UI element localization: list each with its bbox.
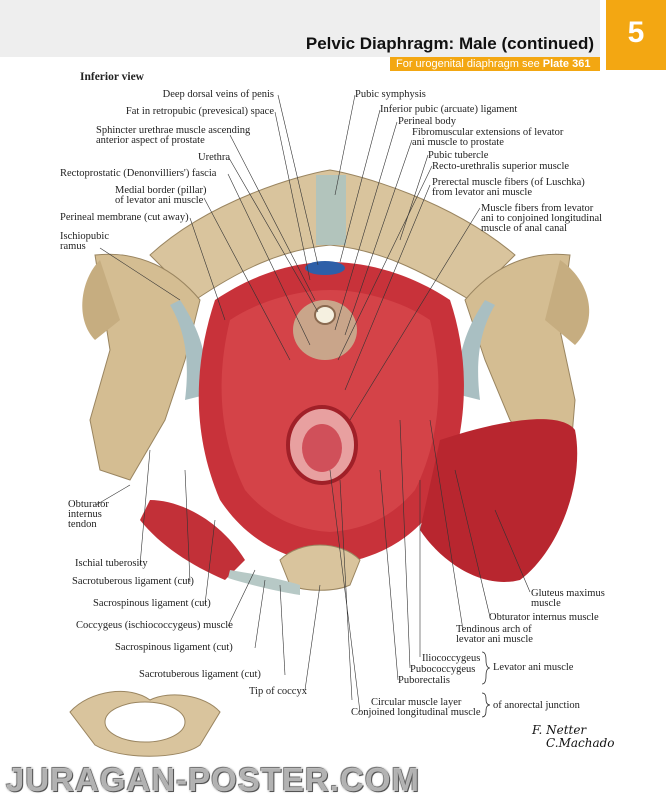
signature-netter: F. Netter bbox=[532, 723, 587, 737]
label-tendinous-arch-2: levator ani muscle bbox=[456, 634, 533, 645]
label-ischial-tuberosity: Ischial tuberosity bbox=[75, 558, 148, 569]
label-tip-of-coccyx: Tip of coccyx bbox=[249, 686, 307, 697]
label-deep-dorsal-veins: Deep dorsal veins of penis bbox=[162, 89, 274, 100]
label-perineal-body: Perineal body bbox=[398, 116, 457, 127]
label-gluteus-maximus-1: Gluteus maximus bbox=[531, 588, 605, 599]
watermark: JURAGAN-POSTER.COM bbox=[6, 761, 421, 798]
label-tendinous-arch-1: Tendinous arch of bbox=[456, 624, 532, 635]
brace-anorectal bbox=[482, 693, 490, 717]
label-sacrospinous-2: Sacrospinous ligament (cut) bbox=[115, 642, 233, 653]
urethra bbox=[315, 306, 335, 324]
label-recto-urethralis: Recto-urethralis superior muscle bbox=[432, 161, 570, 172]
gluteus-maximus bbox=[420, 419, 577, 582]
artist-signature bbox=[532, 724, 615, 750]
label-gluteus-maximus-2: muscle bbox=[531, 598, 561, 609]
label-fibromuscular-2: ani muscle to prostate bbox=[412, 137, 504, 148]
label-inferior-pubic-ligament: Inferior pubic (arcuate) ligament bbox=[380, 104, 518, 115]
label-prerectal-fibers-1: Prerectal muscle fibers (of Luschka) bbox=[432, 177, 585, 188]
label-levator-ani-muscle: Levator ani muscle bbox=[493, 662, 574, 673]
label-conjoined-longitudinal: Conjoined longitudinal muscle bbox=[351, 707, 481, 718]
crossref-prefix: For urogenital diaphragm see bbox=[396, 58, 543, 70]
label-sacrotuberous-1: Sacrotuberous ligament (cut) bbox=[72, 576, 194, 587]
signature-machado: C.Machado bbox=[546, 736, 615, 750]
label-iliococcygeus: Iliococcygeus bbox=[422, 653, 481, 664]
label-muscle-fibers-1: Muscle fibers from levator bbox=[481, 203, 594, 214]
label-retropubic-fat: Fat in retropubic (prevesical) space bbox=[125, 106, 274, 117]
label-obturator-tendon-2: internus bbox=[68, 509, 102, 520]
label-sacrotuberous-2: Sacrotuberous ligament (cut) bbox=[139, 669, 261, 680]
label-muscle-fibers-2: ani to conjoined longitudinal bbox=[481, 213, 603, 224]
label-obturator-internus-muscle: Obturator internus muscle bbox=[489, 612, 599, 623]
label-fibromuscular-1: Fibromuscular extensions of levator bbox=[412, 127, 564, 138]
label-medial-border-2: of levator ani muscle bbox=[115, 195, 204, 206]
label-obturator-tendon-3: tendon bbox=[68, 519, 97, 530]
pubic-symphysis bbox=[316, 175, 346, 245]
label-coccygeus: Coccygeus (ischiococcygeus) muscle bbox=[76, 620, 233, 631]
label-urethra: Urethra bbox=[198, 152, 231, 163]
label-puborectalis: Puborectalis bbox=[398, 675, 450, 686]
inset-pelvis-inlet bbox=[105, 702, 185, 742]
section-number: 5 bbox=[627, 16, 645, 49]
label-pubic-tubercle: Pubic tubercle bbox=[428, 150, 489, 161]
label-muscle-fibers-3: muscle of anal canal bbox=[481, 223, 567, 234]
label-perineal-membrane: Perineal membrane (cut away) bbox=[60, 212, 189, 223]
label-medial-border-1: Medial border (pillar) bbox=[115, 185, 207, 196]
label-pubic-symphysis: Pubic symphysis bbox=[355, 89, 426, 100]
view-label: Inferior view bbox=[80, 71, 144, 83]
label-sphincter-urethrae-2: anterior aspect of prostate bbox=[96, 135, 205, 146]
label-obturator-tendon-1: Obturator bbox=[68, 499, 109, 510]
label-prerectal-fibers-2: from levator ani muscle bbox=[432, 187, 533, 198]
dorsal-veins bbox=[305, 261, 345, 275]
label-ischiopubic-1: Ischiopubic bbox=[60, 231, 109, 242]
crossref-link[interactable]: Plate 361 bbox=[542, 58, 591, 70]
label-pubococcygeus: Pubococcygeus bbox=[410, 664, 476, 675]
brace-levator bbox=[482, 652, 490, 684]
page-title: Pelvic Diaphragm: Male (continued) bbox=[305, 34, 594, 53]
anal-lumen bbox=[302, 424, 342, 472]
label-anorectal-junction: of anorectal junction bbox=[493, 700, 580, 711]
label-circular-muscle-layer: Circular muscle layer bbox=[371, 697, 462, 708]
label-sacrospinous-1: Sacrospinous ligament (cut) bbox=[93, 598, 211, 609]
label-rectoprostatic-fascia: Rectoprostatic (Denonvilliers') fascia bbox=[60, 168, 217, 179]
label-ischiopubic-2: ramus bbox=[60, 241, 86, 252]
label-sphincter-urethrae-1: Sphincter urethrae muscle ascending bbox=[96, 125, 251, 136]
